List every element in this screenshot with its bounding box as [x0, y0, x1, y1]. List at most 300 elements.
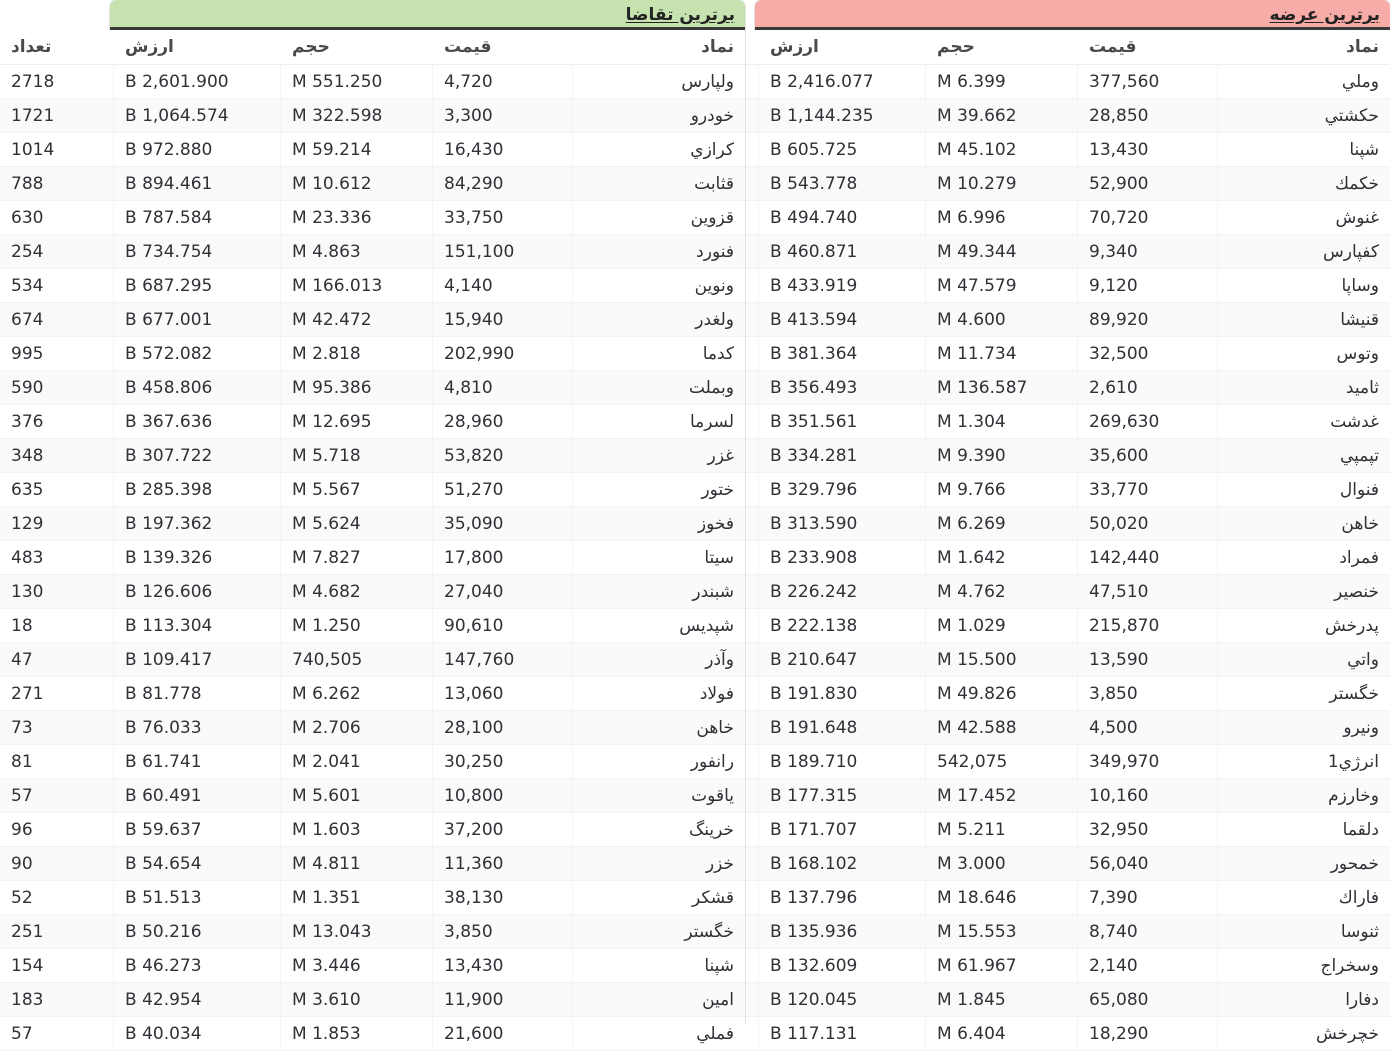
column-header-count[interactable]: تعداد: [0, 30, 114, 65]
cell-count: 251: [0, 915, 114, 949]
table-row[interactable]: [0, 745, 745, 779]
cell-value: 226.242 B: [759, 575, 926, 609]
table-row[interactable]: [0, 813, 745, 847]
cell-value: 605.725 B: [759, 133, 926, 167]
cell-symbol[interactable]: خاهن: [1218, 507, 1390, 541]
cell-symbol[interactable]: فاراك: [1218, 881, 1390, 915]
cell-volume: 3.000 M: [926, 847, 1078, 881]
table-row[interactable]: [645, 915, 1390, 949]
cell-volume: 1.250 M: [281, 609, 433, 643]
cell-price: 7,390: [1078, 881, 1218, 915]
table-row[interactable]: [645, 575, 1390, 609]
cell-symbol[interactable]: ولپارس: [573, 65, 745, 99]
table-row[interactable]: [645, 541, 1390, 575]
table-row[interactable]: [645, 609, 1390, 643]
cell-volume: 551.250 M: [281, 65, 433, 99]
cell-symbol[interactable]: خمحور: [1218, 847, 1390, 881]
top-supply-title-text: برترین عرضه: [1269, 5, 1380, 25]
cell-value: 329.796 B: [759, 473, 926, 507]
table-row[interactable]: [0, 847, 745, 881]
cell-volume: 15.553 M: [926, 915, 1078, 949]
cell-value: 894.461 B: [114, 167, 281, 201]
cell-value: 40.034 B: [114, 1017, 281, 1051]
table-row[interactable]: [645, 983, 1390, 1017]
column-header-volume[interactable]: حجم: [281, 30, 433, 65]
cell-count: 254: [0, 235, 114, 269]
column-header-symbol[interactable]: نماد: [1218, 30, 1390, 65]
cell-count: 57: [0, 1017, 114, 1051]
cell-symbol[interactable]: شبندر: [573, 575, 745, 609]
cell-value: 126.606 B: [114, 575, 281, 609]
cell-volume: 5.211 M: [926, 813, 1078, 847]
cell-price: 3,850: [1078, 677, 1218, 711]
cell-symbol[interactable]: امين: [573, 983, 745, 1017]
cell-value: 413.594 B: [759, 303, 926, 337]
table-row[interactable]: [645, 745, 1390, 779]
cell-symbol[interactable]: كدما: [573, 337, 745, 371]
cell-volume: 4.811 M: [281, 847, 433, 881]
cell-value: 460.871 B: [759, 235, 926, 269]
cell-symbol[interactable]: ثاميد: [1218, 371, 1390, 405]
cell-price: 89,920: [1078, 303, 1218, 337]
cell-price: 17,800: [433, 541, 573, 575]
table-row[interactable]: [0, 677, 745, 711]
table-row[interactable]: [0, 167, 745, 201]
cell-symbol[interactable]: وبملت: [573, 371, 745, 405]
cell-value: 381.364 B: [759, 337, 926, 371]
table-row[interactable]: [0, 133, 745, 167]
cell-value: 50.216 B: [114, 915, 281, 949]
cell-symbol[interactable]: خچرخش: [1218, 1017, 1390, 1051]
cell-symbol[interactable]: وساپا: [1218, 269, 1390, 303]
table-row[interactable]: [645, 133, 1390, 167]
cell-symbol[interactable]: فنوال: [1218, 473, 1390, 507]
cell-value: 139.326 B: [114, 541, 281, 575]
cell-volume: 166.013 M: [281, 269, 433, 303]
cell-volume: 5.624 M: [281, 507, 433, 541]
cell-price: 21,600: [433, 1017, 573, 1051]
cell-volume: 6.269 M: [926, 507, 1078, 541]
cell-volume: 7.827 M: [281, 541, 433, 575]
cell-value: 543.778 B: [759, 167, 926, 201]
cell-volume: 6.996 M: [926, 201, 1078, 235]
cell-price: 15,940: [433, 303, 573, 337]
table-row[interactable]: [0, 201, 745, 235]
cell-price: 2,140: [1078, 949, 1218, 983]
top-supply-rows: [645, 65, 1390, 1051]
cell-symbol[interactable]: شپديس: [573, 609, 745, 643]
cell-volume: 11.734 M: [926, 337, 1078, 371]
cell-symbol[interactable]: خزر: [573, 847, 745, 881]
cell-symbol[interactable]: وتوس: [1218, 337, 1390, 371]
table-row[interactable]: [0, 711, 745, 745]
table-row[interactable]: [645, 371, 1390, 405]
cell-symbol[interactable]: ونوين: [573, 269, 745, 303]
cell-symbol[interactable]: ختور: [573, 473, 745, 507]
table-row[interactable]: [0, 303, 745, 337]
cell-volume: 1.029 M: [926, 609, 1078, 643]
cell-symbol[interactable]: خاهن: [573, 711, 745, 745]
cell-price: 10,800: [433, 779, 573, 813]
cell-count: 635: [0, 473, 114, 507]
cell-value: 197.362 B: [114, 507, 281, 541]
cell-volume: 3.610 M: [281, 983, 433, 1017]
table-row[interactable]: [0, 473, 745, 507]
cell-volume: 61.967 M: [926, 949, 1078, 983]
table-row[interactable]: [645, 813, 1390, 847]
cell-price: 202,990: [433, 337, 573, 371]
table-row[interactable]: [645, 711, 1390, 745]
cell-volume: 47.579 M: [926, 269, 1078, 303]
table-row[interactable]: [645, 949, 1390, 983]
table-row[interactable]: [0, 609, 745, 643]
cell-count: 788: [0, 167, 114, 201]
cell-symbol[interactable]: فنورد: [573, 235, 745, 269]
cell-price: 18,290: [1078, 1017, 1218, 1051]
table-row[interactable]: [0, 439, 745, 473]
cell-value: 458.806 B: [114, 371, 281, 405]
cell-value: 2,416.077 B: [759, 65, 926, 99]
table-row[interactable]: [645, 677, 1390, 711]
cell-volume: 12.695 M: [281, 405, 433, 439]
cell-value: 1,064.574 B: [114, 99, 281, 133]
cell-value: 135.936 B: [759, 915, 926, 949]
cell-symbol[interactable]: شپنا: [573, 949, 745, 983]
table-row[interactable]: [645, 167, 1390, 201]
cell-price: 2,610: [1078, 371, 1218, 405]
table-row[interactable]: [645, 405, 1390, 439]
table-header-row: [645, 30, 1390, 65]
table-row[interactable]: [0, 235, 745, 269]
table-row[interactable]: [645, 439, 1390, 473]
cell-price: 56,040: [1078, 847, 1218, 881]
top-supply-table: [645, 30, 1390, 1051]
cell-price: 13,430: [433, 949, 573, 983]
cell-price: 90,610: [433, 609, 573, 643]
cell-volume: 322.598 M: [281, 99, 433, 133]
cell-price: 13,430: [1078, 133, 1218, 167]
table-row[interactable]: [645, 99, 1390, 133]
cell-value: 307.722 B: [114, 439, 281, 473]
cell-price: 28,850: [1078, 99, 1218, 133]
cell-count: 73: [0, 711, 114, 745]
table-row[interactable]: [645, 235, 1390, 269]
cell-price: 32,950: [1078, 813, 1218, 847]
cell-symbol[interactable]: انرژي1: [1218, 745, 1390, 779]
cell-count: 154: [0, 949, 114, 983]
cell-volume: 5.567 M: [281, 473, 433, 507]
cell-price: 28,100: [433, 711, 573, 745]
cell-volume: 1.853 M: [281, 1017, 433, 1051]
table-row[interactable]: [0, 337, 745, 371]
cell-symbol[interactable]: وملي: [1218, 65, 1390, 99]
cell-volume: 42.588 M: [926, 711, 1078, 745]
cell-value: 334.281 B: [759, 439, 926, 473]
cell-price: 35,600: [1078, 439, 1218, 473]
cell-volume: 15.500 M: [926, 643, 1078, 677]
cell-price: 38,130: [433, 881, 573, 915]
cell-value: 572.082 B: [114, 337, 281, 371]
table-row[interactable]: [0, 949, 745, 983]
cell-volume: 10.612 M: [281, 167, 433, 201]
top-demand-rows: [0, 65, 745, 1051]
cell-symbol[interactable]: غدشت: [1218, 405, 1390, 439]
cell-symbol[interactable]: دلقما: [1218, 813, 1390, 847]
cell-price: 51,270: [433, 473, 573, 507]
cell-symbol[interactable]: فملي: [573, 1017, 745, 1051]
cell-price: 47,510: [1078, 575, 1218, 609]
cell-volume: 13.043 M: [281, 915, 433, 949]
table-row[interactable]: [645, 65, 1390, 99]
cell-value: 81.778 B: [114, 677, 281, 711]
table-row[interactable]: [0, 65, 745, 99]
column-header-price[interactable]: قیمت: [1078, 30, 1218, 65]
cell-symbol[interactable]: سيتا: [573, 541, 745, 575]
table-row[interactable]: [0, 405, 745, 439]
cell-value: 54.654 B: [114, 847, 281, 881]
table-row[interactable]: [0, 269, 745, 303]
cell-volume: 6.399 M: [926, 65, 1078, 99]
cell-symbol[interactable]: خگستر: [1218, 677, 1390, 711]
cell-symbol[interactable]: ونيرو: [1218, 711, 1390, 745]
cell-symbol[interactable]: فولاد: [573, 677, 745, 711]
cell-value: 972.880 B: [114, 133, 281, 167]
cell-count: 81: [0, 745, 114, 779]
cell-symbol[interactable]: خكمك: [1218, 167, 1390, 201]
cell-price: 349,970: [1078, 745, 1218, 779]
table-row[interactable]: [645, 847, 1390, 881]
cell-volume: 17.452 M: [926, 779, 1078, 813]
cell-volume: 5.718 M: [281, 439, 433, 473]
table-row[interactable]: [645, 643, 1390, 677]
cell-symbol[interactable]: تپمپي: [1218, 439, 1390, 473]
table-row[interactable]: [0, 507, 745, 541]
cell-price: 4,140: [433, 269, 573, 303]
cell-volume: 2.041 M: [281, 745, 433, 779]
cell-count: 1721: [0, 99, 114, 133]
table-row[interactable]: [0, 779, 745, 813]
cell-price: 70,720: [1078, 201, 1218, 235]
cell-symbol[interactable]: وسخراج: [1218, 949, 1390, 983]
cell-value: 59.637 B: [114, 813, 281, 847]
cell-value: 222.138 B: [759, 609, 926, 643]
cell-symbol[interactable]: فمراد: [1218, 541, 1390, 575]
cell-symbol[interactable]: ثنوسا: [1218, 915, 1390, 949]
cell-price: 4,810: [433, 371, 573, 405]
cell-symbol[interactable]: قثابت: [573, 167, 745, 201]
cell-price: 84,290: [433, 167, 573, 201]
cell-price: 151,100: [433, 235, 573, 269]
cell-value: 168.102 B: [759, 847, 926, 881]
column-header-price[interactable]: قیمت: [433, 30, 573, 65]
cell-volume: 4.600 M: [926, 303, 1078, 337]
cell-volume: 49.344 M: [926, 235, 1078, 269]
table-row[interactable]: [645, 269, 1390, 303]
cell-price: 9,120: [1078, 269, 1218, 303]
cell-volume: 5.601 M: [281, 779, 433, 813]
column-header-value[interactable]: ارزش: [759, 30, 926, 65]
cell-value: 351.561 B: [759, 405, 926, 439]
cell-price: 53,820: [433, 439, 573, 473]
table-row[interactable]: [0, 99, 745, 133]
cell-price: 30,250: [433, 745, 573, 779]
table-row[interactable]: [0, 541, 745, 575]
cell-volume: 18.646 M: [926, 881, 1078, 915]
cell-price: 147,760: [433, 643, 573, 677]
cell-count: 90: [0, 847, 114, 881]
cell-count: 96: [0, 813, 114, 847]
cell-value: 109.417 B: [114, 643, 281, 677]
cell-symbol[interactable]: شپنا: [1218, 133, 1390, 167]
cell-volume: 39.662 M: [926, 99, 1078, 133]
cell-symbol[interactable]: فخوز: [573, 507, 745, 541]
table-row[interactable]: [645, 881, 1390, 915]
table-row[interactable]: [0, 1017, 745, 1051]
cell-symbol[interactable]: رانفور: [573, 745, 745, 779]
table-row[interactable]: [0, 983, 745, 1017]
cell-count: 271: [0, 677, 114, 711]
top-demand-panel: [11, 0, 745, 1044]
cell-symbol[interactable]: كفپارس: [1218, 235, 1390, 269]
cell-symbol[interactable]: قنيشا: [1218, 303, 1390, 337]
cell-price: 9,340: [1078, 235, 1218, 269]
cell-price: 269,630: [1078, 405, 1218, 439]
cell-volume: 1.351 M: [281, 881, 433, 915]
cell-value: 42.954 B: [114, 983, 281, 1017]
cell-value: 313.590 B: [759, 507, 926, 541]
cell-count: 1014: [0, 133, 114, 167]
table-row[interactable]: [0, 371, 745, 405]
cell-count: 47: [0, 643, 114, 677]
cell-symbol[interactable]: قزوين: [573, 201, 745, 235]
column-header-symbol[interactable]: نماد: [573, 30, 745, 65]
cell-volume: 59.214 M: [281, 133, 433, 167]
cell-value: 433.919 B: [759, 269, 926, 303]
cell-price: 13,590: [1078, 643, 1218, 677]
cell-price: 377,560: [1078, 65, 1218, 99]
table-row[interactable]: [645, 507, 1390, 541]
cell-volume: 4.863 M: [281, 235, 433, 269]
cell-price: 8,740: [1078, 915, 1218, 949]
cell-symbol[interactable]: خگستر: [573, 915, 745, 949]
table-row[interactable]: [645, 1017, 1390, 1051]
cell-volume: 1.304 M: [926, 405, 1078, 439]
column-header-value[interactable]: ارزش: [114, 30, 281, 65]
cell-value: 1,144.235 B: [759, 99, 926, 133]
cell-price: 52,900: [1078, 167, 1218, 201]
cell-volume: 10.279 M: [926, 167, 1078, 201]
cell-count: 2718: [0, 65, 114, 99]
cell-count: 52: [0, 881, 114, 915]
cell-volume: 1.603 M: [281, 813, 433, 847]
cell-symbol[interactable]: لسرما: [573, 405, 745, 439]
cell-symbol[interactable]: دفارا: [1218, 983, 1390, 1017]
cell-symbol[interactable]: حكشتي: [1218, 99, 1390, 133]
cell-price: 11,900: [433, 983, 573, 1017]
cell-value: 113.304 B: [114, 609, 281, 643]
cell-volume: 95.386 M: [281, 371, 433, 405]
cell-count: 590: [0, 371, 114, 405]
cell-symbol[interactable]: ولغدر: [573, 303, 745, 337]
cell-value: 285.398 B: [114, 473, 281, 507]
cell-price: 65,080: [1078, 983, 1218, 1017]
table-row[interactable]: [0, 643, 745, 677]
top-supply-panel: [755, 0, 1390, 1044]
cell-symbol[interactable]: خودرو: [573, 99, 745, 133]
cell-price: 33,750: [433, 201, 573, 235]
cell-count: 483: [0, 541, 114, 575]
cell-volume: 542,075: [926, 745, 1078, 779]
cell-count: 183: [0, 983, 114, 1017]
cell-value: 233.908 B: [759, 541, 926, 575]
cell-symbol[interactable]: كرازي: [573, 133, 745, 167]
cell-count: 534: [0, 269, 114, 303]
cell-value: 734.754 B: [114, 235, 281, 269]
cell-price: 16,430: [433, 133, 573, 167]
cell-value: 210.647 B: [759, 643, 926, 677]
cell-symbol[interactable]: خرينگ: [573, 813, 745, 847]
cell-volume: 4.682 M: [281, 575, 433, 609]
table-row[interactable]: [645, 201, 1390, 235]
cell-symbol[interactable]: خنصير: [1218, 575, 1390, 609]
cell-value: 46.273 B: [114, 949, 281, 983]
cell-value: 687.295 B: [114, 269, 281, 303]
table-row[interactable]: [645, 779, 1390, 813]
cell-value: 171.707 B: [759, 813, 926, 847]
cell-value: 132.609 B: [759, 949, 926, 983]
table-header-row: [0, 30, 745, 65]
top-demand-table: [0, 30, 745, 1051]
table-row[interactable]: [0, 915, 745, 949]
cell-value: 2,601.900 B: [114, 65, 281, 99]
table-row[interactable]: [0, 575, 745, 609]
cell-symbol[interactable]: وخارزم: [1218, 779, 1390, 813]
cell-price: 10,160: [1078, 779, 1218, 813]
table-row[interactable]: [645, 337, 1390, 371]
cell-volume: 9.390 M: [926, 439, 1078, 473]
cell-symbol[interactable]: وآذر: [573, 643, 745, 677]
cell-symbol[interactable]: واتي: [1218, 643, 1390, 677]
cell-count: 348: [0, 439, 114, 473]
table-row[interactable]: [0, 881, 745, 915]
cell-price: 11,360: [433, 847, 573, 881]
cell-price: 3,300: [433, 99, 573, 133]
cell-price: 13,060: [433, 677, 573, 711]
table-row[interactable]: [645, 473, 1390, 507]
cell-value: 61.741 B: [114, 745, 281, 779]
cell-symbol[interactable]: غزر: [573, 439, 745, 473]
top-supply-title: [755, 0, 1390, 30]
cell-price: 35,090: [433, 507, 573, 541]
cell-count: 630: [0, 201, 114, 235]
cell-value: 117.131 B: [759, 1017, 926, 1051]
market-depth-board: [11, 0, 1390, 1044]
cell-symbol[interactable]: پدرخش: [1218, 609, 1390, 643]
cell-count: 674: [0, 303, 114, 337]
cell-value: 189.710 B: [759, 745, 926, 779]
cell-value: 787.584 B: [114, 201, 281, 235]
cell-volume: 740,505: [281, 643, 433, 677]
column-header-volume[interactable]: حجم: [926, 30, 1078, 65]
cell-value: 120.045 B: [759, 983, 926, 1017]
cell-count: 130: [0, 575, 114, 609]
cell-symbol[interactable]: قشكر: [573, 881, 745, 915]
cell-symbol[interactable]: ياقوت: [573, 779, 745, 813]
cell-price: 28,960: [433, 405, 573, 439]
cell-price: 142,440: [1078, 541, 1218, 575]
table-row[interactable]: [645, 303, 1390, 337]
cell-symbol[interactable]: غنوش: [1218, 201, 1390, 235]
